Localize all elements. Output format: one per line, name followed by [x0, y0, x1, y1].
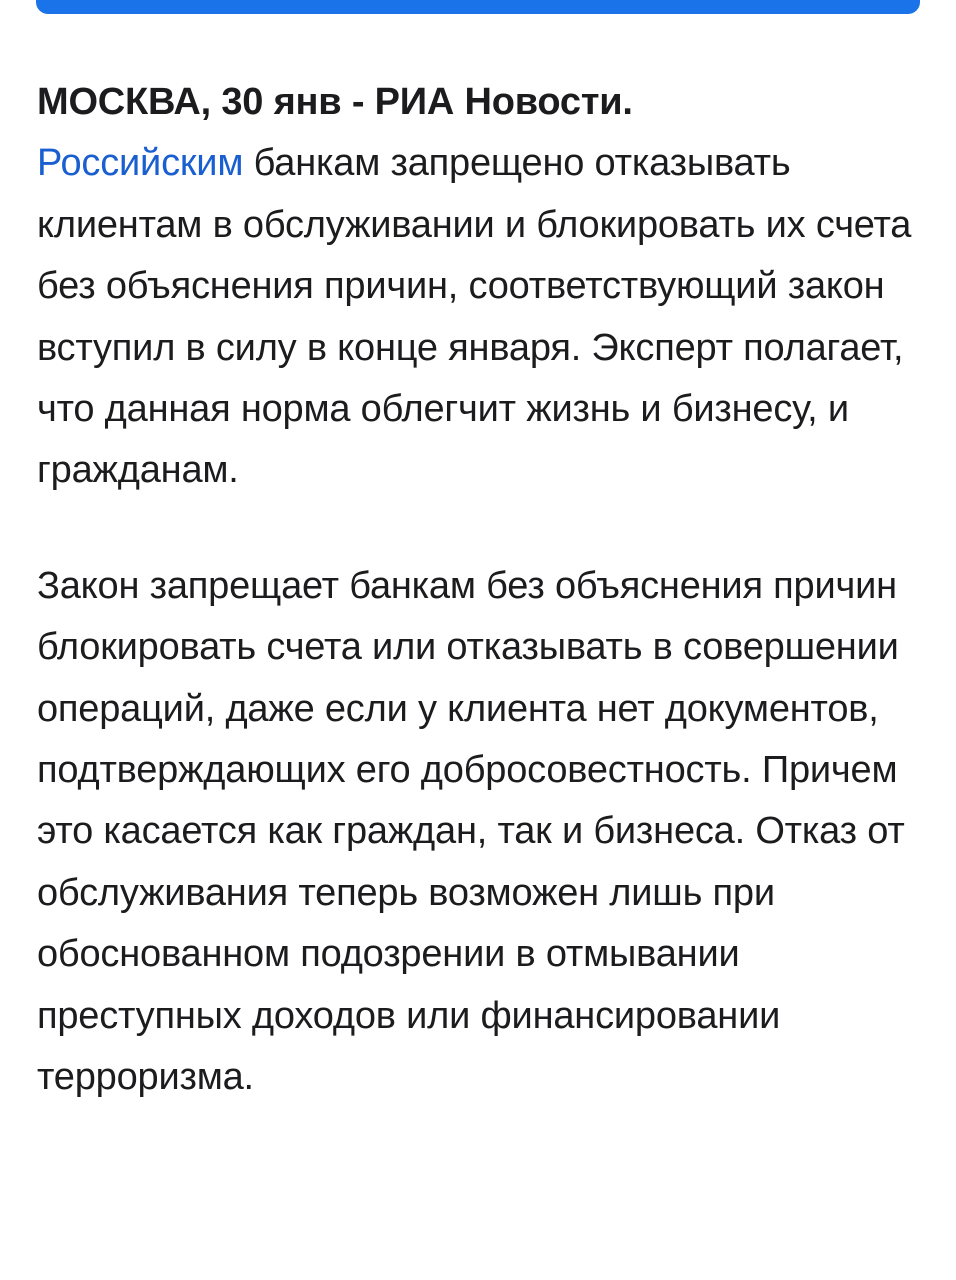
paragraph-1-text: банкам запрещено отказывать клиентам в обслуживании и блокировать их счета без объяснения причин, соответствующий закон вступил в силу в конце января. Эксперт полагает, что данная норма облегчит жизнь и бизнесу, и гражданам. — [37, 142, 912, 492]
paragraph-2-text: Закон запрещает банкам без объяснения причин блокировать счета или отказывать в совершении операций, даже если у клиента нет документов, подтверждающих его добросовестность. Причем это касается как граждан, так и бизнеса. Отказ от обслуживания теперь возможен лишь при обоснованном подозрении в отмывании преступных доходов или финансировании терроризма. — [37, 564, 905, 1099]
article-paragraph-1 — [37, 72, 917, 502]
article-paragraph-2 — [37, 556, 917, 1109]
top-banner-bar[interactable] — [36, 0, 920, 14]
russia-link[interactable]: Российским — [37, 142, 244, 185]
article-dateline: МОСКВА, 30 янв - РИА Новости. — [37, 81, 633, 123]
article-body — [37, 72, 917, 1109]
